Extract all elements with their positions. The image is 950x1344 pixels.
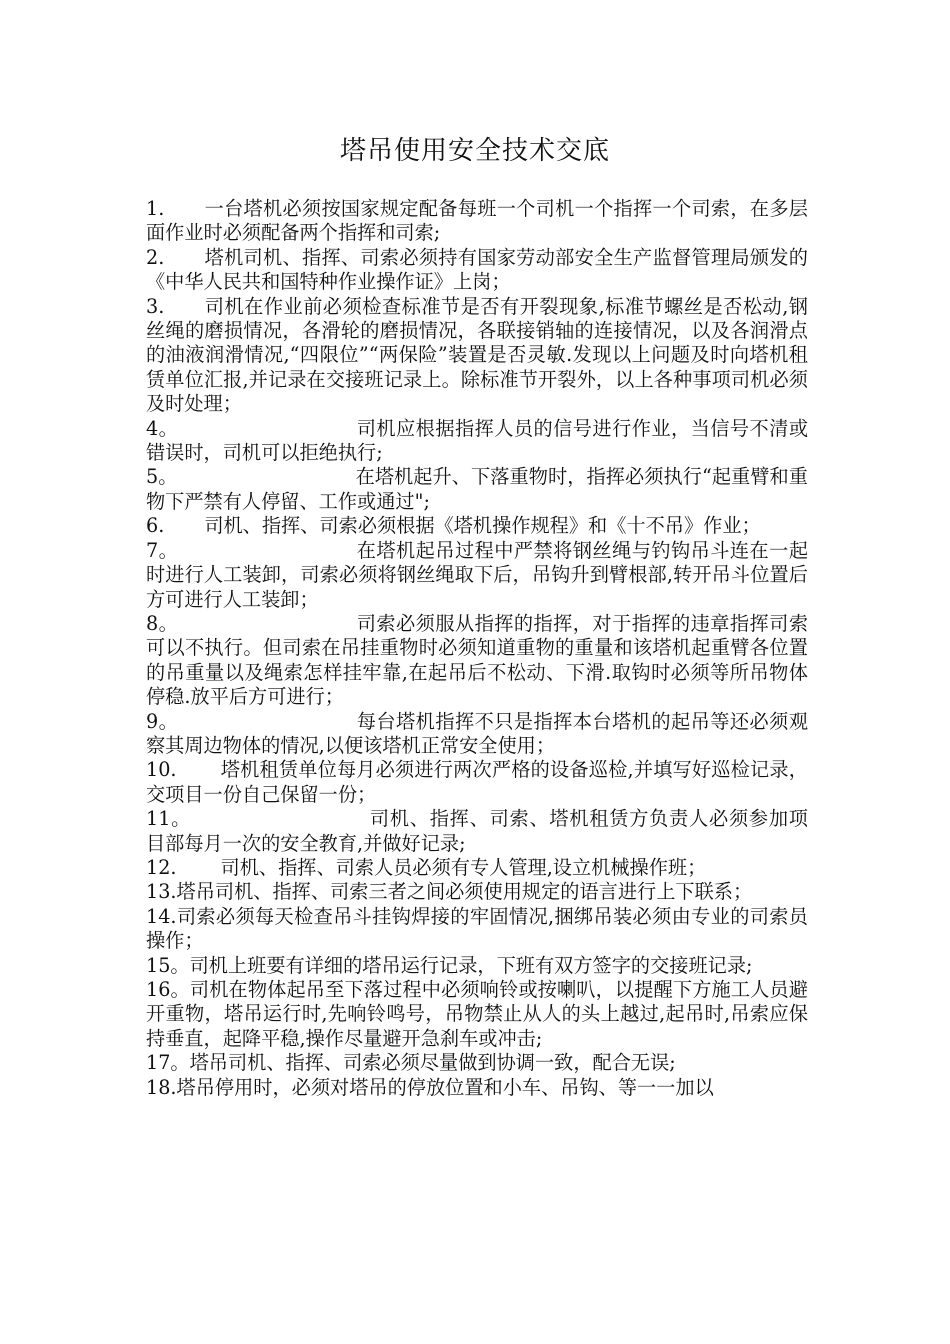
list-item bbox=[146, 417, 808, 466]
list-item bbox=[146, 1051, 808, 1075]
list-item bbox=[146, 856, 808, 880]
item-text: 塔机司机、指挥、司索必须持有国家劳动部安全生产监督管理局颁发的《中华人民共和国特种作业操作证》上岗； bbox=[146, 245, 808, 294]
list-item bbox=[146, 807, 808, 856]
list-item bbox=[146, 465, 808, 514]
item-number: 7。 bbox=[146, 538, 179, 562]
item-text: 司机、指挥、司索、塔机租赁方负责人必须参加项目部每月一次的安全教育,并做好记录; bbox=[146, 807, 808, 855]
list-item bbox=[146, 246, 808, 295]
list-item bbox=[146, 1076, 808, 1100]
item-number: 6. bbox=[146, 514, 165, 538]
item-number: 11。 bbox=[146, 807, 192, 831]
list-item bbox=[146, 880, 808, 904]
item-text: 塔吊停用时，必须对塔吊的停放位置和小车、吊钩、等一一加以 bbox=[176, 1075, 714, 1099]
item-text: 司机、指挥、司索人员必须有专人管理,设立机械操作班； bbox=[220, 855, 707, 879]
item-text: 塔机租赁单位每月必须进行两次严格的设备巡检,并填写好巡检记录，交项目一份自己保留一份； bbox=[146, 758, 808, 806]
item-number: 5。 bbox=[146, 465, 178, 489]
item-number: 13. bbox=[146, 880, 177, 904]
item-text: 在塔机起吊过程中严禁将钢丝绳与钓钩吊斗连在一起时进行人工装卸，司索必须将钢丝绳取下后，吊钩升到臂根部,转开吊斗位置后方可进行人工装卸； bbox=[146, 538, 809, 611]
item-number: 1. bbox=[146, 197, 165, 220]
item-text: 司索必须每天检查吊斗挂钩焊接的牢固情况,捆绑吊装必须由专业的司索员操作； bbox=[146, 904, 808, 953]
list-item bbox=[146, 978, 808, 1051]
list-item bbox=[146, 612, 808, 710]
item-number: 16。 bbox=[146, 978, 190, 1001]
item-number: 15。 bbox=[146, 953, 190, 977]
item-number: 14. bbox=[146, 904, 177, 928]
list-item bbox=[146, 954, 808, 978]
item-text: 在塔机起升、下落重物时，指挥必须执行“起重臂和重物下严禁有人停留、工作或通过"; bbox=[146, 465, 808, 513]
item-text: 司机在物体起吊至下落过程中必须响铃或按喇叭，以提醒下方施工人员避开重物，塔吊运行时,先响铃鸣号，吊物禁止从人的头上越过,起吊时,吊索应保持垂直，起降平稳,操作尽量避开急刹车或冲击; bbox=[146, 978, 808, 1050]
item-text: 司机在作业前必须检查标准节是否有开裂现象,标准节螺丝是否松动,钢丝绳的磨损情况，各滑轮的磨损情况，各联接销轴的连接情况，以及各润滑点的油液润滑情况,“四限位”“两保险”装置是否灵敏.发现以上问题及时向塔机租赁单位汇报,并记录在交接班记录上。除标准节开裂外，以上各种事项司机必须及时处理； bbox=[146, 294, 808, 416]
item-text: 一台塔机必须按国家规定配备每班一个司机一个指挥一个司索，在多层面作业时必须配备两个指挥和司索; bbox=[146, 197, 808, 245]
list-item bbox=[146, 758, 808, 807]
list-item bbox=[146, 295, 808, 417]
list-item bbox=[146, 514, 808, 538]
item-text: 塔吊司机、指挥、司索必须尽量做到协调一致，配合无误; bbox=[189, 1051, 676, 1075]
item-number: 9。 bbox=[146, 709, 179, 733]
item-number: 2. bbox=[146, 245, 165, 269]
list-item bbox=[146, 539, 808, 612]
document-title: 塔吊使用安全技术交底 bbox=[339, 136, 610, 166]
list-item bbox=[146, 710, 808, 759]
list-item bbox=[146, 197, 808, 246]
item-text: 司机、指挥、司索必须根据《塔机操作规程》和《十不吊》作业； bbox=[204, 514, 761, 538]
document-body bbox=[146, 197, 808, 1100]
item-number: 4。 bbox=[146, 416, 179, 440]
item-text: 司机上班要有详细的塔吊运行记录，下班有双方签字的交接班记录; bbox=[189, 953, 753, 977]
list-item bbox=[146, 905, 808, 954]
item-text: 塔吊司机、指挥、司索三者之间必须使用规定的语言进行上下联系； bbox=[176, 880, 753, 904]
item-number: 8。 bbox=[146, 611, 179, 635]
item-number: 12. bbox=[146, 855, 177, 879]
item-number: 18. bbox=[146, 1075, 177, 1099]
item-number: 10. bbox=[146, 758, 177, 782]
item-number: 17。 bbox=[146, 1051, 190, 1075]
item-text: 司索必须服从指挥的指挥，对于指挥的违章指挥司索可以不执行。但司索在吊挂重物时必须知道重物的重量和该塔机起重臂各位置的吊重量以及绳索怎样挂牢靠,在起吊后不松动、下滑.取钩时必须等所吊物体停稳.放平后方可进行； bbox=[146, 611, 809, 709]
item-text: 司机应根据指挥人员的信号进行作业，当信号不清或错误时，司机可以拒绝执行; bbox=[146, 416, 809, 465]
item-number: 3. bbox=[146, 294, 165, 318]
item-text: 每台塔机指挥不只是指挥本台塔机的起吊等还必须观察其周边物体的情况,以便该塔机正常安全使用； bbox=[146, 709, 809, 757]
